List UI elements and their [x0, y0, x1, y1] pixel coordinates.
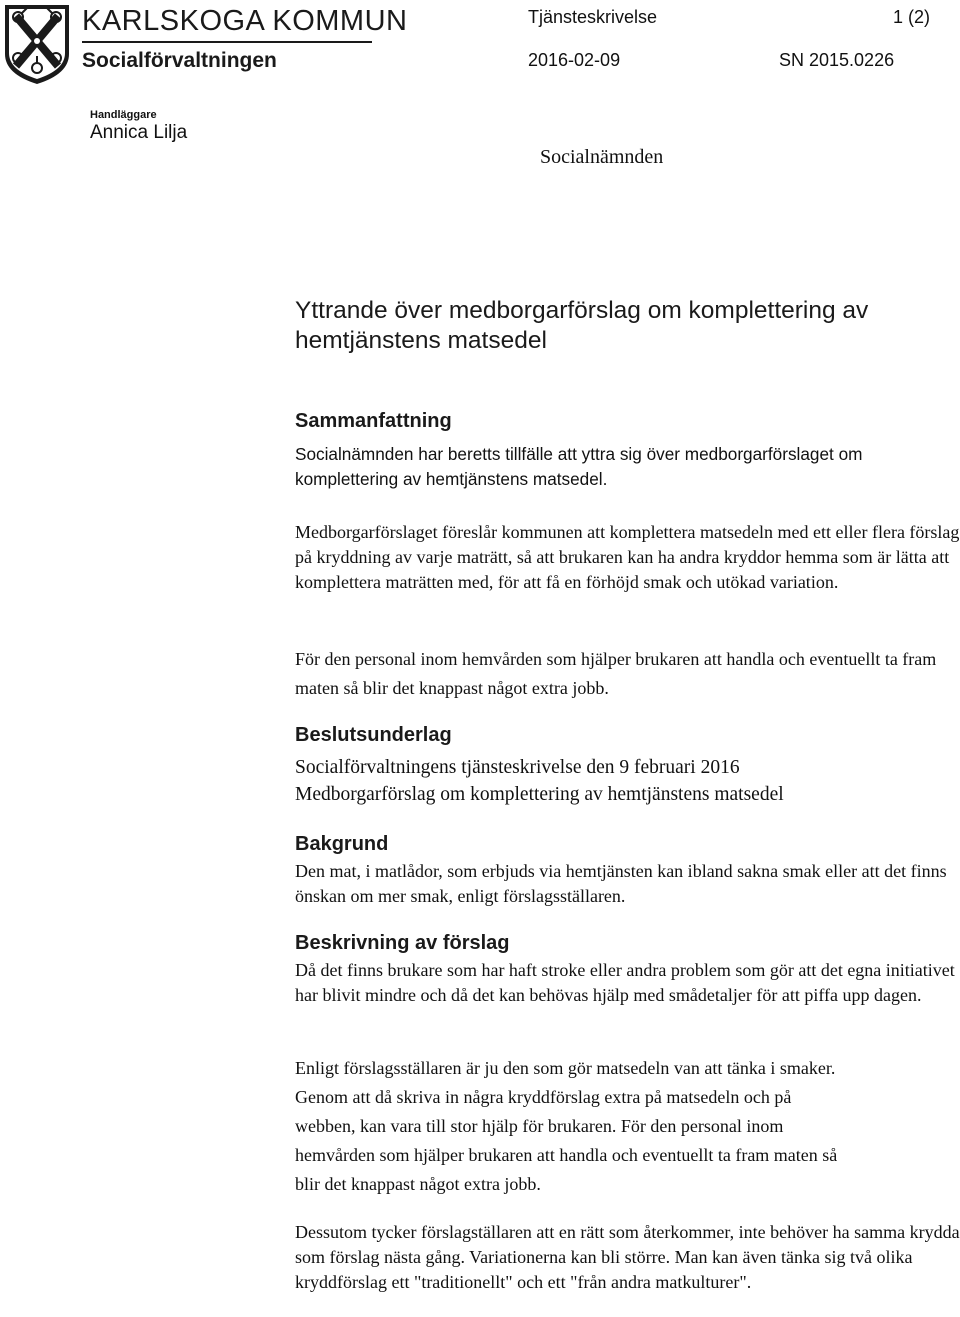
proposal-paragraph-3: Dessutom tycker förslagställaren att en rätt som återkommer, inte behöver ha samma krydda som förslag nästa gång. Variationerna kan bli större. Man kan även tänka sig två olika kryddförslag ett "traditionellt" och ett "från andra matkulturer". [295, 1222, 960, 1292]
coat-of-arms-icon [2, 2, 72, 86]
document-title: Yttrande över medborgarförslag om komplettering av hemtjänstens matsedel [295, 297, 869, 354]
proposal-paragraph-2-line: blir det knappast något extra jobb. [295, 1174, 541, 1194]
proposal-paragraph-2-line: hemvården som hjälper brukaren att handla och eventuellt ta fram maten så [295, 1145, 838, 1165]
page-number: 1 (2) [893, 7, 931, 27]
handler-name: Annica Lilja [90, 122, 188, 143]
proposal-paragraph-2-line: webben, kan vara till stor hjälp för brukaren. För den personal inom [295, 1116, 784, 1136]
brand-divider [82, 41, 372, 43]
case-number: SN 2015.0226 [779, 50, 895, 70]
document-date: 2016-02-09 [528, 50, 621, 70]
department-name: Socialförvaltningen [82, 49, 277, 72]
decision-basis-item: Socialförvaltningens tjänsteskrivelse den 9 februari 2016 [295, 757, 740, 778]
summary-paragraph-1: Medborgarförslaget föreslår kommunen att komplettera matsedeln med ett eller flera förslag på kryddning av varje maträtt, så att brukaren kan ha andra kryddor hemma som är lätta att komplettera maträtten med, för att få en förhöjd smak och utökad variation. [295, 522, 960, 592]
decision-basis-heading: Beslutsunderlag [295, 724, 452, 746]
proposal-paragraph-2-line: Enligt förslagsställaren är ju den som gör matsedeln van att tänka i smaker. [295, 1058, 836, 1078]
summary-paragraph-2: För den personal inom hemvården som hjälper brukaren att handla och eventuellt ta fram maten så blir det knappast något extra jobb. [295, 649, 937, 698]
handler-label: Handläggare [90, 109, 157, 121]
proposal-paragraph-2-line: Genom att då skriva in några kryddförslag extra på matsedeln och på [295, 1087, 792, 1107]
background-heading: Bakgrund [295, 833, 389, 855]
proposal-paragraph-1: Då det finns brukare som har haft stroke eller andra problem som gör att det egna initiativet har blivit mindre och då det kan behövas hjälp med smådetaljer för att piffa upp dagen. [295, 960, 955, 1005]
background-text: Den mat, i matlådor, som erbjuds via hemtjänsten kan ibland sakna smak eller att det finns önskan om mer smak, enligt förslagsställaren. [295, 861, 947, 906]
recipient: Socialnämnden [540, 146, 664, 168]
document-type: Tjänsteskrivelse [528, 7, 658, 27]
municipality-name: KARLSKOGA KOMMUN [82, 5, 408, 37]
decision-basis-item: Medborgarförslag om komplettering av hemtjänstens matsedel [295, 784, 784, 805]
proposal-heading: Beskrivning av förslag [295, 932, 510, 954]
summary-heading: Sammanfattning [295, 410, 452, 432]
summary-text: Socialnämnden har beretts tillfälle att yttra sig över medborgarförslaget om komplettering av hemtjänstens matsedel. [295, 444, 863, 489]
